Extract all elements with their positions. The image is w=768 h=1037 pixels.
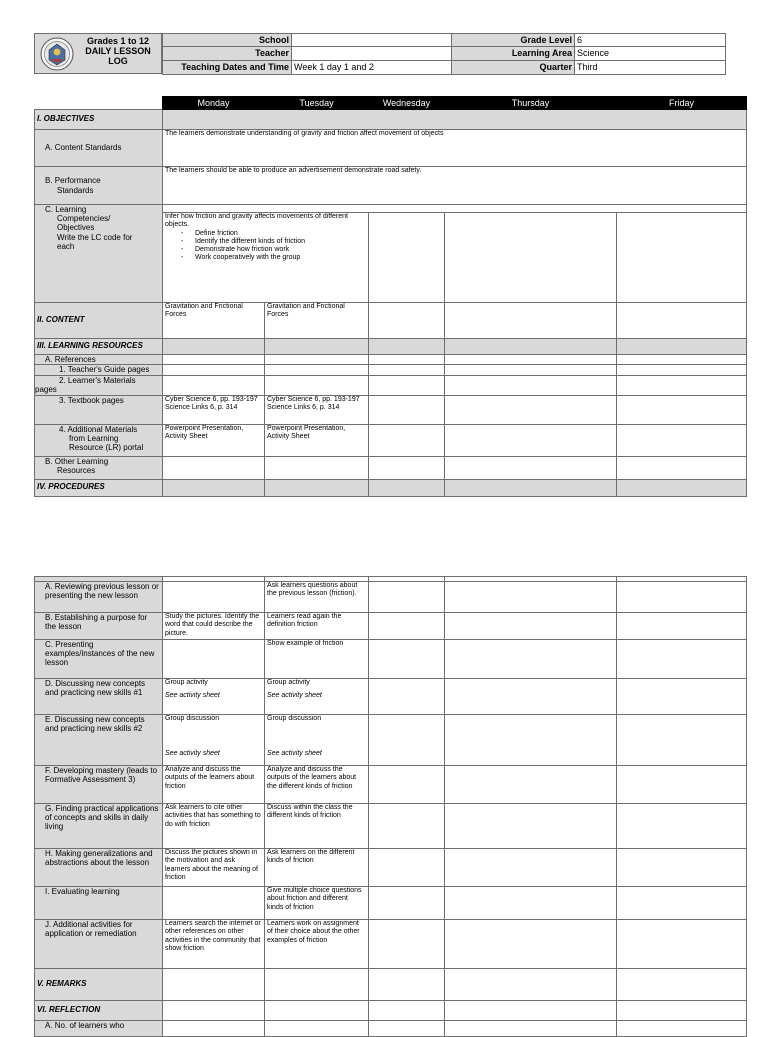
title-grades: Grades 1 to 12 <box>86 36 150 46</box>
day-tuesday: Tuesday <box>265 97 369 110</box>
dates-value: Week 1 day 1 and 2 <box>292 61 452 75</box>
deped-seal-icon <box>40 37 74 71</box>
list-item: - Demonstrate how friction work <box>181 246 366 254</box>
procedure-label: C. Presenting examples/instances of the new lesson <box>35 640 163 679</box>
additional-tuesday: Powerpoint Presentation, Activity Sheet <box>265 424 369 456</box>
quarter-value: Third <box>575 61 726 75</box>
procedure-label: E. Discussing new concepts and practicing new skills #2 <box>35 715 163 766</box>
reflection-heading: VI. REFLECTION <box>35 1001 163 1021</box>
competencies-value: Infer how friction and gravity affects movements of different objects. - Define friction - Identify the different kinds of friction - Demonstrate how friction work - Work cooperatively with the group <box>163 213 369 303</box>
content-standards-label: A. Content Standards <box>35 130 163 167</box>
content-tuesday: Gravitation and Frictional Forces <box>265 303 369 339</box>
procedure-label: F. Developing mastery (leads to Formative Assessment 3) <box>35 766 163 804</box>
table-row: E. Discussing new concepts and practicing new skills #2 Group discussion See activity sheet Group discussion See activity sheet <box>35 715 747 766</box>
day-monday: Monday <box>163 97 265 110</box>
teacher-value <box>292 47 452 61</box>
quarter-label: Quarter <box>452 61 575 75</box>
grade-value: 6 <box>575 34 726 47</box>
procedure-label: J. Additional activities for application or remediation <box>35 920 163 969</box>
competencies-list <box>165 230 366 263</box>
header-block <box>34 33 725 74</box>
day-header-row <box>35 97 747 110</box>
procedure-label: I. Evaluating learning <box>35 887 163 920</box>
procedures-heading: IV. PROCEDURES <box>35 479 163 496</box>
lesson-table-1 <box>34 96 747 497</box>
school-value <box>292 34 452 47</box>
table-row: D. Discussing new concepts and practicing new skills #1 Group activity See activity sheet Group activity See activity sheet <box>35 679 747 715</box>
table-row: J. Additional activities for application or remediation Learners search the internet or other references on other activities in the community that show friction Learners work on assignment of their choice about the other examples of friction <box>35 920 747 969</box>
procedure-label: A. Reviewing previous lesson or presenting the new lesson <box>35 582 163 613</box>
competencies-label: C. Learning Competencies/ Objectives Write the LC code for each <box>35 205 163 303</box>
content-standards-value: The learners demonstrate understanding of gravity and friction affect movement of objects <box>163 130 747 167</box>
dates-label: Teaching Dates and Time <box>163 61 292 75</box>
additional-materials-label: 4. Additional Materials from Learning Resource (LR) portal <box>35 424 163 456</box>
textbook-label: 3. Textbook pages <box>35 395 163 424</box>
procedure-label: D. Discussing new concepts and practicing new skills #1 <box>35 679 163 715</box>
lesson-table-2 <box>34 576 747 1037</box>
procedure-label: G. Finding practical applications of concepts and skills in daily living <box>35 804 163 849</box>
area-value: Science <box>575 47 726 61</box>
teacher-label: Teacher <box>163 47 292 61</box>
textbook-monday: Cyber Science 6, pp. 193-197 Science Links 6, p. 314 <box>163 395 265 424</box>
logo-cell <box>34 33 162 74</box>
learners-materials-label: 2. Learner's Materials pages <box>35 376 163 395</box>
procedure-label: A. No. of learners who <box>35 1021 163 1037</box>
table-row: G. Finding practical applications of concepts and skills in daily living Ask learners to cite other activities that has something to do with friction Discuss within the class the different kinds of friction <box>35 804 747 849</box>
day-wednesday: Wednesday <box>369 97 445 110</box>
list-item: - Work cooperatively with the group <box>181 254 366 262</box>
other-resources-label: B. Other Learning Resources <box>35 456 163 479</box>
resources-heading: III. LEARNING RESOURCES <box>35 339 163 355</box>
table-row: B. Establishing a purpose for the lesson Study the pictures. Identify the word that could describe the picture. Learners read again the definition friction <box>35 613 747 640</box>
header-info-table <box>162 33 726 75</box>
list-item: - Define friction <box>181 230 366 238</box>
performance-value: The learners should be able to produce an advertisement demonstrate road safety. <box>163 167 747 205</box>
day-thursday: Thursday <box>445 97 617 110</box>
procedure-label: B. Establishing a purpose for the lesson <box>35 613 163 640</box>
procedure-label: H. Making generalizations and abstractions about the lesson <box>35 849 163 887</box>
school-label: School <box>163 34 292 47</box>
objectives-heading: I. OBJECTIVES <box>35 110 163 130</box>
textbook-tuesday: Cyber Science 6, pp. 193-197 Science Links 6, p. 314 <box>265 395 369 424</box>
references-label: A. References <box>35 355 163 365</box>
table-row: F. Developing mastery (leads to Formative Assessment 3) Analyze and discuss the outputs of the learners about friction Analyze and discuss the outputs of the learners about the different kinds of friction <box>35 766 747 804</box>
area-label: Learning Area <box>452 47 575 61</box>
list-item: - Identify the different kinds of friction <box>181 238 366 246</box>
day-friday: Friday <box>617 97 747 110</box>
title-dll: DAILY LESSON LOG <box>85 46 151 66</box>
additional-monday: Powerpoint Presentation, Activity Sheet <box>163 424 265 456</box>
performance-label: B. Performance Standards <box>35 167 163 205</box>
remarks-heading: V. REMARKS <box>35 969 163 1001</box>
table-row: H. Making generalizations and abstractions about the lesson Discuss the pictures shown in the motivation and ask learners about the meaning of friction Ask learners on the different kinds of friction <box>35 849 747 887</box>
table-row: I. Evaluating learning Give multiple choice questions about friction and different kinds of friction <box>35 887 747 920</box>
grade-label: Grade Level <box>452 34 575 47</box>
table-row: C. Presenting examples/instances of the new lesson Show example of friction <box>35 640 747 679</box>
content-monday: Gravitation and Frictional Forces <box>163 303 265 339</box>
table-row: A. Reviewing previous lesson or presenting the new lesson Ask learners questions about the previous lesson (friction). <box>35 582 747 613</box>
content-heading: II. CONTENT <box>35 303 163 339</box>
teachers-guide-label: 1. Teacher's Guide pages <box>35 365 163 376</box>
